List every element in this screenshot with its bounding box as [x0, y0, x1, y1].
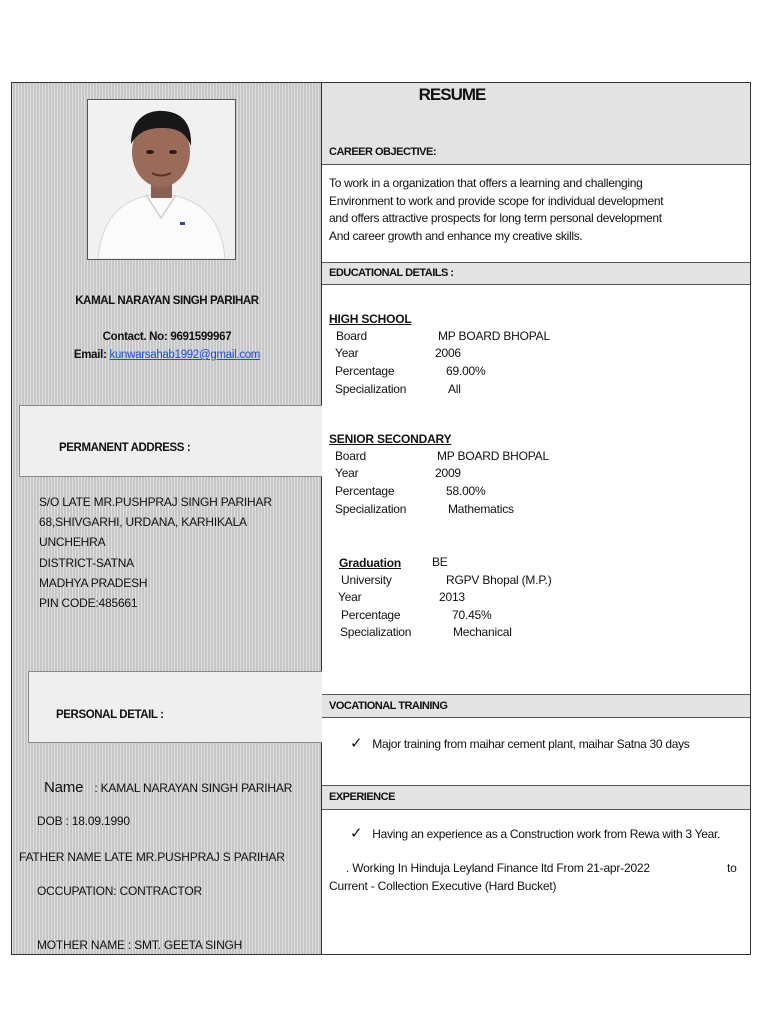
objective-line: To work in a organization that offers a learning and challenging [329, 176, 643, 190]
checkmark-icon: ✓ [350, 825, 363, 842]
grad-percentage-value: 70.45% [452, 608, 492, 622]
address-block [39, 492, 272, 613]
hs-specialization-value: All [448, 382, 461, 396]
graduation-degree: BE [432, 555, 448, 569]
objective-line: Environment to work and provide scope for individual development [329, 193, 664, 208]
profile-photo [87, 99, 236, 260]
permanent-address-heading-box [19, 405, 323, 477]
resume-title: RESUME [418, 85, 486, 104]
vocational-training-heading: VOCATIONAL TRAINING [322, 694, 750, 718]
ss-board-value: MP BOARD BHOPAL [437, 449, 549, 463]
hs-board-label: Board [336, 329, 368, 343]
address-line: S/O LATE MR.PUSHPRAJ SINGH PARIHAR [39, 495, 272, 509]
personal-name-value: : KAMAL NARAYAN SINGH PARIHAR [94, 781, 293, 795]
experience-line-1-to: to [727, 861, 737, 875]
hs-board-value: MP BOARD BHOPAL [438, 329, 550, 343]
objective-line: And career growth and enhance my creative skills. [329, 228, 583, 243]
personal-occupation: OCCUPATION: CONTRACTOR [37, 884, 202, 898]
objective-line: and offers attractive prospects for long term personal development [329, 211, 662, 226]
resume-title-band [322, 83, 750, 165]
ss-percentage-value: 58.00% [446, 484, 486, 498]
ss-year-label: Year [335, 466, 359, 480]
address-line: 68,SHIVGARHI, URDANA, KARHIKALA [39, 515, 247, 530]
grad-specialization-label: Specialization [340, 625, 412, 639]
experience-item [350, 824, 720, 842]
contact-label: Contact. No: [102, 331, 168, 343]
experience-line-1: . Working In Hinduja Leyland Finance ltd From 21-apr-2022 [346, 861, 650, 875]
experience-line-2: Current - Collection Executive (Hard Bucket) [329, 879, 557, 893]
vocational-item-text: Major training from maihar cement plant, maihar Satna 30 days [372, 737, 690, 751]
candidate-name: KAMAL NARAYAN SINGH PARIHAR [75, 295, 259, 307]
left-column [12, 83, 322, 954]
ss-board-label: Board [335, 449, 367, 463]
personal-name-label: Name [44, 779, 84, 796]
email-line [12, 349, 322, 361]
address-line: DISTRICT-SATNA [39, 555, 134, 570]
experience-item-text: Having an experience as a Construction work from Rewa with 3 Year. [372, 827, 721, 841]
experience-heading: EXPERIENCE [322, 785, 750, 810]
career-objective-text [329, 175, 663, 245]
ss-specialization-label: Specialization [335, 502, 407, 516]
address-line: UNCHEHRA [39, 535, 106, 550]
hs-specialization-label: Specialization [335, 382, 407, 396]
ss-percentage-label: Percentage [335, 484, 395, 498]
grad-university-label: University [341, 573, 392, 587]
personal-father-name: FATHER NAME LATE MR.PUSHPRAJ S PARIHAR [19, 850, 285, 864]
permanent-address-heading: PERMANENT ADDRESS : [59, 442, 191, 454]
personal-name-row [44, 779, 292, 796]
checkmark-icon: ✓ [350, 735, 363, 752]
address-line: PIN CODE:485661 [39, 596, 138, 611]
grad-year-label: Year [338, 590, 362, 604]
hs-percentage-label: Percentage [335, 364, 395, 378]
high-school-heading: HIGH SCHOOL [329, 312, 412, 326]
hs-percentage-value: 69.00% [446, 364, 486, 378]
contact-line [12, 331, 322, 343]
personal-mother-name: MOTHER NAME : SMT. GEETA SINGH [37, 938, 243, 952]
graduation-heading: Graduation [339, 556, 402, 570]
right-column [322, 83, 750, 954]
hs-year-value: 2006 [435, 346, 461, 360]
email-link[interactable]: kunwarsahab1992@gmail.com [109, 349, 261, 361]
educational-details-heading: EDUCATIONAL DETAILS : [322, 262, 750, 285]
grad-year-value: 2013 [439, 590, 465, 604]
grad-university-value: RGPV Bhopal (M.P.) [446, 573, 552, 587]
email-label: Email: [73, 349, 107, 361]
hs-year-label: Year [335, 346, 359, 360]
grad-percentage-label: Percentage [341, 608, 401, 622]
resume-sheet [11, 82, 751, 955]
personal-detail-heading-box [28, 671, 323, 743]
grad-specialization-value: Mechanical [453, 625, 512, 639]
address-line: MADHYA PRADESH [39, 575, 148, 590]
career-objective-heading: CAREER OBJECTIVE: [329, 146, 437, 158]
senior-secondary-heading: SENIOR SECONDARY [329, 432, 452, 446]
personal-detail-heading: PERSONAL DETAIL : [56, 709, 164, 721]
ss-specialization-value: Mathematics [448, 502, 514, 516]
vocational-item [350, 734, 689, 752]
personal-dob: DOB : 18.09.1990 [37, 814, 130, 828]
profile-photo-illustration [88, 100, 235, 259]
ss-year-value: 2009 [435, 466, 461, 480]
contact-number: 9691599967 [170, 331, 232, 343]
